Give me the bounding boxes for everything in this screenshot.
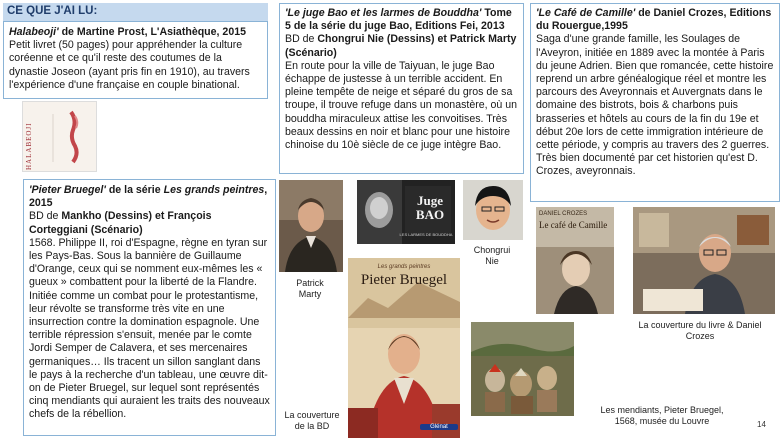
cafe-camille-review <box>530 3 780 202</box>
daniel-crozes-photo <box>633 207 775 314</box>
cafe-camille-body: Saga d'une grande famille, les Soulages de l'Aveyron, initiée en 1889 avec la montée à Paris du jeune Adrien. Bien que romancée, cette histoire reprend un arbre généalogique réel et montre les parcours des Aveyronnais et Auvergnats dans le domaine des bistrots, bois & charbons puis brasseries et hôtels au cours de la fin du 19e et début 20e lors de cette immigration intérieure de cette période, y compris au travers des 2 guerres. <box>536 33 774 152</box>
halabeoji-review <box>3 21 268 99</box>
cafe-camille-body2: Très bien documenté par cet historien qu'est D. Crozes, aveyronnais. <box>536 152 758 178</box>
bruegel-review <box>23 179 276 436</box>
bruegel-body: 1568. Philippe II, roi d'Espagne, règne en tyran sur les Pays-Bas. Sous la bannière de Guillaume d'Orange, ceux qui se nomment eux-mêmes les « gueux » combattent pour la liberté de la Flandre. Initiée comme un combat pour le protestantisme, leur révolte se transforme très vite en une insurrection contre la domination espagnole. Une terrible répression s'ensuit, menée par le comte Jordi Semper de Calavera, et ses mercenaires germaniques… Ils tracent un sillon sanglant dans le pays à la recherche d'un tableau, une œuvre dit-on de Pieter Bruegel, sur lequel sont représentés cinq mendiants qui auraient les traits des nouveaux chefs de la rébellion. <box>29 236 270 421</box>
caption-daniel-crozes: La couverture du livre & Daniel Crozes <box>638 320 762 341</box>
page-number: 14 <box>757 420 766 429</box>
halabeoji-title: Halabeoji' <box>9 26 59 38</box>
cafe-camille-cover-title: Le café de Camille <box>539 220 608 230</box>
juge-bao-title-rest: Tome 5 de la série du juge Bao, Editions Fei, 2013 <box>285 7 512 33</box>
bruegel-series: Les grands peintres <box>163 184 265 196</box>
patrick-marty-photo <box>279 180 343 272</box>
mendiants-painting-art <box>471 322 574 416</box>
section-header-text: CE QUE J'AI LU: <box>7 5 98 17</box>
juge-bao-title: 'Le juge Bao et les larmes de Bouddha' <box>285 7 482 19</box>
cafe-camille-title: 'Le Café de Camille' <box>536 7 636 19</box>
juge-bao-credits: Chongrui Nie (Dessins) et Patrick Marty (Scénario) <box>285 33 517 59</box>
bruegel-title-mid: de la série <box>105 184 164 196</box>
juge-bao-cover-title: Juge BAO <box>415 193 445 222</box>
juge-bao-credits-prefix: BD de <box>285 33 318 46</box>
juge-bao-body: En route pour la ville de Taiyuan, le juge Bao échappe de justesse à un terrible accident. En pleine tempête de neige et séparé du gros de sa troupe, il trouve refuge dans un monastère, où un bouddha miraculeux attise les convoitises. Très beaux dessins en noir et blanc pour une histoire chinoise du 10è siècle de ce juge intègre Bao. <box>285 59 518 152</box>
patrick-marty-portrait <box>279 180 343 272</box>
bruegel-credits: Mankho (Dessins) et François Corteggiani (Scénario) <box>29 210 212 236</box>
caption-patrick-marty: Patrick Marty <box>296 278 324 299</box>
cafe-camille-title-rest: de Daniel Crozes, Editions du Rouergue,1995 <box>536 7 772 33</box>
chongrui-nie-portrait <box>463 180 523 240</box>
bruegel-title: 'Pieter Bruegel' <box>29 184 106 196</box>
bruegel-credits-prefix: BD de <box>29 210 62 223</box>
cafe-camille-cover-author: DANIEL CROZES <box>539 211 588 217</box>
juge-bao-cover-sub: LES LARMES DE BOUDDHA <box>399 232 453 237</box>
chongrui-nie-photo <box>463 180 523 240</box>
bruegel-cover-series: Les grands peintres <box>377 264 431 270</box>
bruegel-cover-publisher: Glénat <box>420 424 458 430</box>
juge-bao-cover <box>357 180 455 244</box>
daniel-crozes-portrait <box>633 207 775 314</box>
halabeoji-by: de Martine Prost, L'Asiathèque, 2015 <box>58 26 247 38</box>
halabeoji-cover-title: HALABEOJI <box>25 122 33 170</box>
halabeoji-body: Petit livret (50 pages) pour appréhender la culture coréenne et ce qu'il reste des coutumes de la dynastie Joseon (ayant pris fin en 1910), au travers l'expérience d'une française en couple binational. <box>9 39 250 91</box>
bruegel-year: , 2015 <box>29 184 268 210</box>
bruegel-cover <box>348 258 460 438</box>
caption-bd-cover: La couverture de la BD <box>284 410 340 431</box>
mendiants-painting <box>471 322 574 416</box>
section-header <box>3 3 268 21</box>
juge-bao-review <box>279 3 524 174</box>
bruegel-cover-title: Pieter Bruegel <box>360 272 448 288</box>
cafe-camille-cover <box>536 207 614 314</box>
caption-mendiants: Les mendiants, Pieter Bruegel, 1568, musée du Louvre <box>600 405 724 426</box>
caption-chongrui-nie: Chongrui Nie <box>473 245 511 266</box>
halabeoji-cover <box>22 101 97 172</box>
